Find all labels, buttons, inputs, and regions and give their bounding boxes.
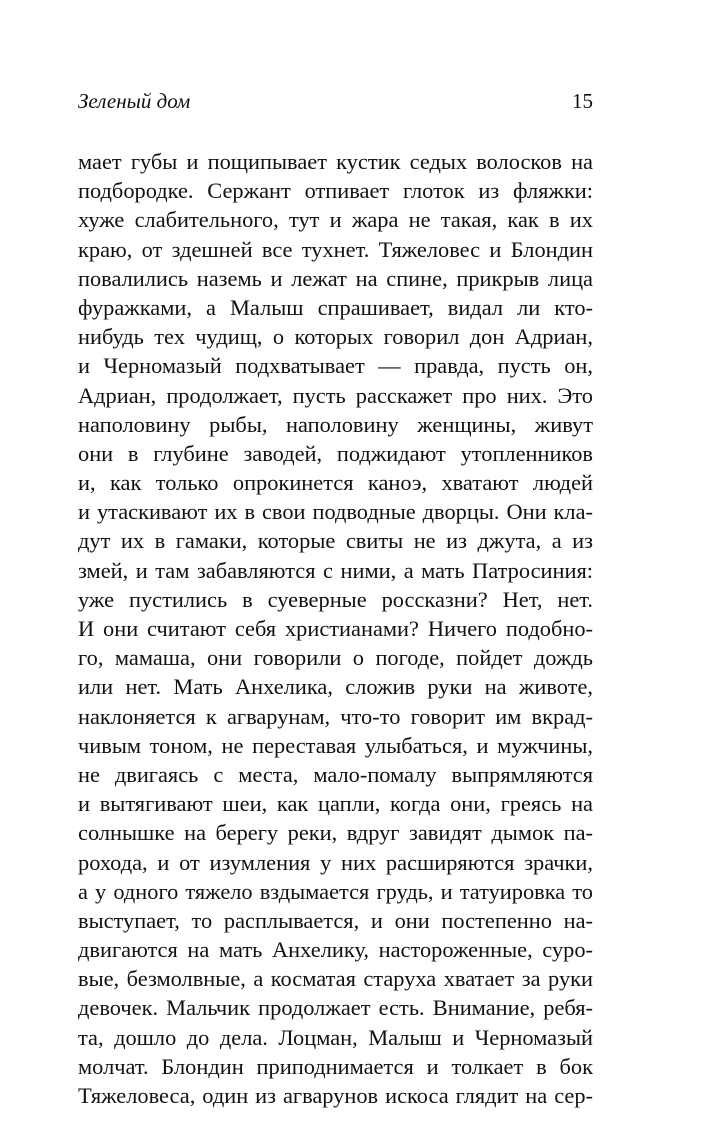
text-line: нибудь тех чудищ, о которых говорил дон Адриан, (78, 324, 593, 350)
book-title: Зеленый дом (78, 89, 191, 113)
text-line: повалились наземь и лежат на спине, прикрыв лица (78, 265, 593, 291)
text-line: и Черномазый подхватывает — правда, пусть он, (78, 353, 593, 379)
text-line: и вытягивают шеи, как цапли, когда они, греясь на (78, 791, 593, 817)
text-line: змей, и там забавляются с ними, а мать Патросиния: (78, 557, 593, 583)
page-number: 15 (572, 89, 593, 113)
running-head (78, 86, 593, 116)
text-line: рохода, и от изумления у них расширяются зрачки, (78, 849, 593, 875)
text-line: и, как только опрокинется каноэ, хватают людей (78, 470, 593, 496)
text-line: молчат. Блондин приподнимается и толкает в бок (78, 1053, 593, 1079)
text-line: или нет. Мать Анхелика, сложив руки на животе, (78, 674, 593, 700)
text-line: мает губы и пощипывает кустик седых волосков на (78, 149, 593, 174)
text-line: го, мамаша, они говорили о погоде, пойдет дождь (78, 645, 593, 671)
text-line: не двигаясь с места, мало-помалу выпрямляются (78, 761, 593, 787)
text-line: вые, безмолвные, а косматая старуха хватает за руки (78, 966, 593, 992)
text-line: чивым тоном, не переставая улыбаться, и мужчины, (78, 732, 593, 758)
body-text (78, 147, 593, 1110)
text-line: подбородке. Сержант отпивает глоток из фляжки: (78, 178, 593, 204)
text-line: они в глубине заводей, поджидают утопленников (78, 440, 593, 466)
text-line: а у одного тяжело вздымается грудь, и татуировка то (78, 878, 593, 904)
text-line: краю, от здешней все тухнет. Тяжеловес и Блондин (78, 236, 593, 262)
text-line: та, дошло до дела. Лоцман, Малыш и Черномазый (78, 1024, 593, 1050)
text-line: девочек. Мальчик продолжает есть. Внимание, ребя- (78, 995, 593, 1021)
text-line: выступает, то расплывается, и они постепенно на- (78, 907, 593, 933)
text-line: наклоняется к агварунам, что-то говорит им вкрад- (78, 703, 593, 729)
text-line: И они считают себя христианами? Ничего подобно- (78, 616, 593, 641)
text-line: дут их в гамаки, которые свиты не из джута, а из (78, 528, 593, 554)
text-line: солнышке на берегу реки, вдруг завидят дымок па- (78, 820, 593, 846)
text-line: уже пустились в суеверные россказни? Нет, нет. (78, 586, 593, 612)
text-line: хуже слабительного, тут и жара не такая, как в их (78, 207, 593, 233)
text-line: Тяжеловеса, один из агварунов искоса глядит на сер- (78, 1083, 593, 1108)
text-line: Адриан, продолжает, пусть расскажет про них. Это (78, 382, 593, 408)
text-line: фуражками, а Малыш спрашивает, видал ли кто- (78, 294, 593, 320)
text-line: наполовину рыбы, наполовину женщины, живут (78, 411, 593, 437)
text-line: двигаются на мать Анхелику, настороженные, суро- (78, 937, 593, 963)
text-line: и утаскивают их в свои подводные дворцы. Они кла- (78, 499, 593, 525)
